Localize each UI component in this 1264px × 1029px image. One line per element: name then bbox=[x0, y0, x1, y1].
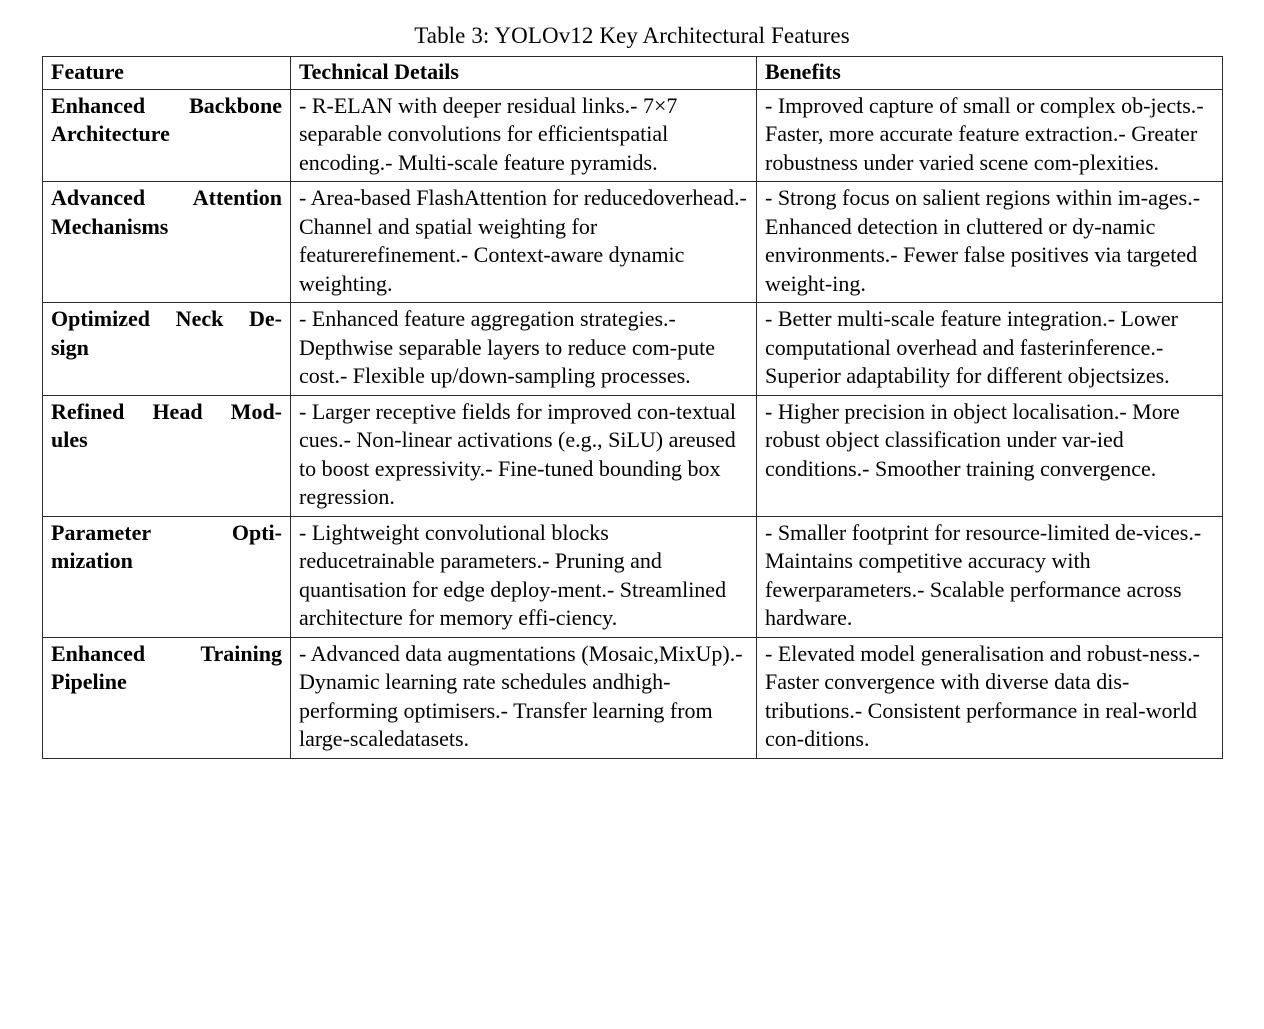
cell-line: - Lower computational overhead and faster bbox=[765, 306, 1178, 360]
cell-line: - Better multi-scale feature integration. bbox=[765, 306, 1108, 331]
cell-line: ditions. bbox=[804, 726, 870, 751]
table-header bbox=[43, 57, 1223, 90]
cell-line: - Pruning and quantisation for edge deploy- bbox=[299, 548, 662, 602]
cell-line: - Non-linear activations (e.g., SiLU) are bbox=[343, 427, 696, 452]
technical-details-lines bbox=[299, 640, 748, 754]
cell-line: namic environments. bbox=[765, 213, 1156, 267]
cell-line: - Area-based FlashAttention for reduced bbox=[299, 185, 654, 210]
technical-details-lines bbox=[299, 398, 748, 512]
cell-line: plexities. bbox=[1079, 149, 1160, 175]
cell-technical-details bbox=[291, 516, 757, 637]
feature-line: Architecture bbox=[51, 121, 170, 146]
cell-benefits bbox=[757, 395, 1223, 516]
feature-line: Parameter Opti- bbox=[51, 519, 282, 545]
feature-line: Pipeline bbox=[51, 669, 127, 694]
cell-line: ied conditions. bbox=[765, 427, 1124, 481]
table-container bbox=[42, 56, 1222, 759]
cell-line: - Faster convergence with diverse data dis- bbox=[765, 640, 1200, 694]
cell-line: - Consistent performance in real-world con- bbox=[765, 697, 1197, 751]
cell-line: - 7×7 separable convolutions for efficient bbox=[299, 92, 678, 146]
table-row bbox=[43, 89, 1223, 182]
cell-line: - Depthwise separable layers to reduce com- bbox=[299, 306, 678, 360]
cell-line: - Higher precision in object localisation. bbox=[765, 398, 1120, 424]
benefits-lines bbox=[765, 398, 1214, 484]
cell-line: ages. bbox=[1148, 185, 1193, 210]
cell-line: - Flexible up/down-sampling processes. bbox=[339, 363, 691, 388]
cell-technical-details bbox=[291, 182, 757, 303]
cell-line: - Larger receptive fields for improved con- bbox=[299, 398, 677, 424]
cell-feature bbox=[43, 89, 291, 182]
benefits-lines bbox=[765, 305, 1214, 391]
technical-details-lines bbox=[299, 305, 748, 391]
cell-feature bbox=[43, 395, 291, 516]
cell-line: ing. bbox=[832, 270, 866, 296]
cell-line: datasets. bbox=[393, 726, 470, 751]
cell-line: - Greater robustness under varied scene com- bbox=[765, 121, 1198, 175]
cell-feature bbox=[43, 637, 291, 758]
table-row bbox=[43, 395, 1223, 516]
cell-benefits bbox=[757, 182, 1223, 303]
cell-benefits bbox=[757, 89, 1223, 182]
feature-line: mization bbox=[51, 548, 133, 573]
cell-line: spatial encoding. bbox=[299, 121, 669, 175]
feature-line: Enhanced Training bbox=[51, 640, 282, 666]
cell-line: - Fine-tuned bounding box regression. bbox=[299, 455, 721, 509]
feature-line: Mechanisms bbox=[51, 213, 169, 239]
cell-line: used to boost expressivity. bbox=[299, 427, 736, 481]
cell-line: tributions. bbox=[765, 697, 855, 723]
feature-line: ules bbox=[51, 427, 88, 452]
cell-line: - Advanced data augmentations (Mosaic, bbox=[299, 640, 659, 666]
cell-feature bbox=[43, 303, 291, 396]
architectural-features-table bbox=[42, 56, 1223, 759]
table-row bbox=[43, 303, 1223, 396]
technical-details-lines bbox=[299, 519, 748, 633]
cell-line: - Lightweight convolutional blocks reduce bbox=[299, 519, 609, 573]
cell-line: - Channel and spatial weighting for feature bbox=[299, 185, 747, 267]
cell-line: ciency. bbox=[555, 605, 618, 630]
technical-details-lines bbox=[299, 184, 748, 298]
cell-benefits bbox=[757, 303, 1223, 396]
cell-line: sizes. bbox=[1121, 363, 1170, 388]
cell-feature bbox=[43, 182, 291, 303]
table-caption: Table 3: YOLOv12 Key Architectural Features bbox=[414, 23, 850, 48]
benefits-lines bbox=[765, 640, 1214, 754]
cell-technical-details bbox=[291, 303, 757, 396]
cell-line: - Superior adaptability for different object bbox=[765, 334, 1164, 388]
cell-line: - Streamlined architecture for memory effi- bbox=[299, 576, 727, 630]
cell-line: - More robust object classification under var- bbox=[765, 398, 1180, 452]
benefits-lines bbox=[765, 519, 1214, 633]
feature-line: sign bbox=[51, 334, 89, 360]
cell-line: - Multi-scale feature pyramids. bbox=[385, 149, 658, 175]
cell-feature bbox=[43, 516, 291, 637]
cell-line: textual cues. bbox=[299, 398, 736, 452]
cell-benefits bbox=[757, 637, 1223, 758]
cell-line: - Scalable performance across hardware. bbox=[765, 576, 1182, 630]
cell-line: - Maintains competitive accuracy with fewer bbox=[765, 519, 1202, 602]
cell-line: inference. bbox=[1068, 334, 1156, 360]
feature-line: Enhanced Backbone bbox=[51, 92, 282, 118]
table-row bbox=[43, 516, 1223, 637]
table-body bbox=[43, 89, 1223, 758]
cell-line: overhead. bbox=[653, 185, 740, 210]
cell-line: parameters. bbox=[815, 576, 918, 602]
cell-line: refinement. bbox=[360, 242, 461, 267]
table-row bbox=[43, 182, 1223, 303]
column-header-technical-details: Technical Details bbox=[291, 57, 757, 90]
cell-line: - Smoother training convergence. bbox=[862, 455, 1157, 481]
cell-technical-details bbox=[291, 395, 757, 516]
table-row bbox=[43, 637, 1223, 758]
cell-line: ment. bbox=[557, 576, 607, 602]
column-header-benefits: Benefits bbox=[757, 57, 1223, 90]
feature-line: Optimized Neck De- bbox=[51, 306, 282, 331]
benefits-lines bbox=[765, 184, 1214, 298]
cell-line: - Enhanced feature aggregation strategies. bbox=[299, 306, 669, 331]
cell-line: - Fewer false positives via targeted weight- bbox=[765, 242, 1198, 296]
benefits-lines bbox=[765, 92, 1214, 178]
cell-line: - Strong focus on salient regions within im- bbox=[765, 185, 1149, 210]
table-header-row bbox=[43, 57, 1223, 90]
cell-line: - Improved capture of small or complex ob- bbox=[765, 92, 1151, 118]
cell-line: - Dynamic learning rate schedules and bbox=[299, 640, 743, 694]
technical-details-lines bbox=[299, 92, 748, 178]
cell-technical-details bbox=[291, 637, 757, 758]
cell-line: - Elevated model generalisation and robust- bbox=[765, 640, 1150, 666]
cell-line: - R-ELAN with deeper residual links. bbox=[299, 92, 631, 118]
cell-line: vices. bbox=[1143, 519, 1194, 545]
cell-line: trainable parameters. bbox=[357, 548, 543, 573]
feature-line: Advanced Attention bbox=[51, 185, 282, 210]
cell-line: - Context-aware dynamic weighting. bbox=[299, 242, 685, 296]
column-header-feature: Feature bbox=[43, 57, 291, 90]
feature-line: Refined Head Mod- bbox=[51, 398, 282, 424]
cell-line: - Smaller footprint for resource-limited de- bbox=[765, 519, 1144, 545]
cell-line: high-performing optimisers. bbox=[299, 669, 671, 723]
cell-line: - Enhanced detection in cluttered or dy- bbox=[765, 185, 1201, 239]
cell-benefits bbox=[757, 516, 1223, 637]
cell-line: MixUp). bbox=[658, 640, 736, 666]
cell-line: - Faster, more accurate feature extraction. bbox=[765, 92, 1204, 146]
cell-line: jects. bbox=[1150, 92, 1197, 118]
cell-line: pute cost. bbox=[299, 334, 716, 388]
cell-line: ness. bbox=[1149, 640, 1193, 666]
cell-technical-details bbox=[291, 89, 757, 182]
cell-line: - Transfer learning from large-scale bbox=[299, 697, 713, 751]
